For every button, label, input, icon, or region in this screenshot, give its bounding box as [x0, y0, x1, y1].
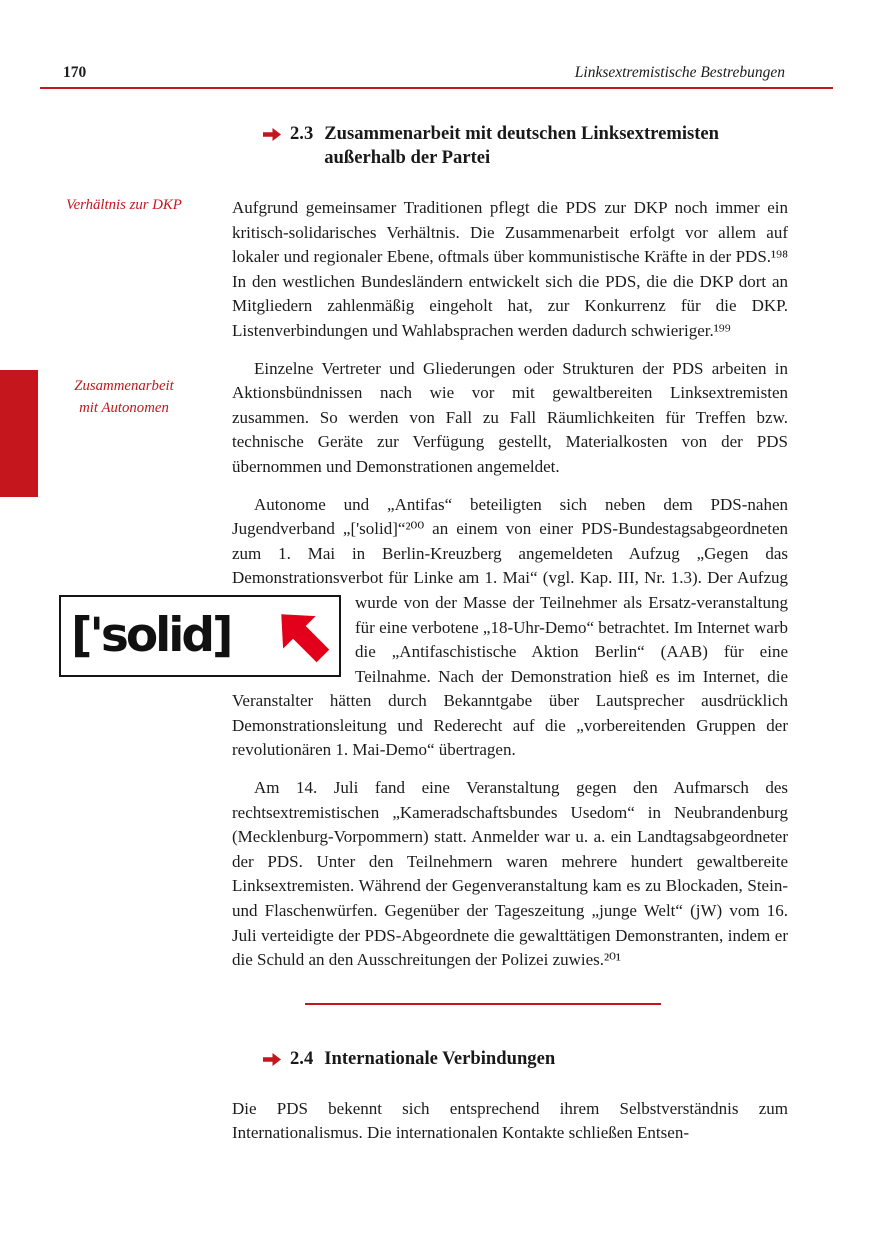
- paragraph-5: Die PDS bekennt sich entsprechend ihrem Selbstverständnis zum Internationalismus. Die internationalen Kontakte schließen Entsen-: [232, 1098, 788, 1143]
- section-arrow-icon: [263, 128, 281, 141]
- section-arrow-icon: [263, 1053, 281, 1066]
- section-title: Zusammenarbeit mit deutschen Linksextremisten außerhalb der Partei: [324, 123, 720, 168]
- margin-marker-bar: [0, 370, 38, 497]
- section-heading-2-3: [232, 122, 788, 170]
- margin-note-text: Verhältnis zur DKP: [66, 197, 182, 213]
- margin-note-zusammenarbeit-autonome: [36, 376, 212, 419]
- section-heading-2-4: [232, 1047, 788, 1071]
- page-number: 170: [63, 64, 87, 81]
- paragraph-3: [71, 493, 788, 764]
- solid-logo-text: ['solid]: [71, 608, 231, 664]
- solid-logo: [59, 595, 341, 677]
- margin-note-text-line2: mit Autonomen: [79, 399, 169, 416]
- paragraph-3-text-before-logo: Autonome und „Antifas“ beteiligten sich neben dem PDS-nahen Jugendverband „['solid]“²⁰⁰ an einem von einer PDS-Bundestagsabgeordneten zum 1. Mai in Berlin-Kreuzberg angemeldeten Aufzug „Gegen das Demonstrationsverbot für Linke am 1. Mai“ (vgl. Kap. III, Nr. 1.3). Der Aufzug wurde von der Masse der Teilnehmer als Ersatz-: [232, 494, 788, 612]
- running-header-title: Linksextremistische Bestrebungen: [574, 64, 785, 81]
- section-number: 2.4: [290, 1047, 314, 1069]
- separator-rule: [305, 1003, 661, 1005]
- section-title: Internationale Verbindungen: [324, 1047, 556, 1069]
- paragraph-1: Aufgrund gemeinsamer Traditionen pflegt die PDS zur DKP noch immer ein kritisch-solidarisches Verhältnis. Die Zusammenarbeit erfolgt vor allem auf lokaler und regionaler Ebene, oftmals über kommunistische Kräfte in der PDS.¹⁹⁸ In den westlichen Bundesländern entwickelt sich die PDS, die die DKP dort an Mitgliedern zahlenmäßig eingeholt hat, zur Konkurrenz für die DKP. Listenverbindungen und Wahlabsprachen werden dadurch schwieriger.¹⁹⁹: [232, 198, 788, 340]
- paragraph-4: Am 14. Juli fand eine Veranstaltung gegen den Aufmarsch des rechtsextremistischen „Kameradschaftsbundes Usedom“ in Neubrandenburg (Mecklenburg-Vorpommern) statt. Anmelder war u. a. ein Landtagsabgeordneter der PDS. Unter den Teilnehmern waren mehrere hundert gewaltbereite Linksextremisten. Während der Gegenveranstaltung kam es zu Blockaden, Stein- und Flaschenwürfen. Gegenüber der Tageszeitung „junge Welt“ (jW) vom 16. Juli verteidigte der PDS-Abgeordnete die gewalttätigen Demonstranten, indem er die Schuld an den Ausschreitungen der Polizei zuwies.²⁰¹: [232, 778, 788, 970]
- solid-logo-arrow-icon: [271, 604, 335, 668]
- paragraph-3-text-after-logo: veranstaltung für eine verbotene „18-Uhr-Demo“ betrachtet. Im Internet warb die „Antifaschistische Aktion Berlin“ (AAB) für eine Teilnahme. Nach der Demonstration hieß es im Internet, die Veranstalter hätten durch Bekanntgabe über Lautsprecher ausdrücklich Demonstrationsleitung und Rederecht auf die „vorbereitenden Gruppen der revolutionären 1. Mai-Demo“ übertragen.: [232, 592, 788, 760]
- margin-note-verhaeltnis-dkp: [36, 195, 212, 217]
- paragraph-2: Einzelne Vertreter und Gliederungen oder Strukturen der PDS arbeiten in Aktionsbündnissen nach wie vor mit gewaltbereiten Linksextremisten zusammen. So werden von Fall zu Fall Räumlichkeiten für Treffen bzw. technische Geräte zur Verfügung gestellt, Materialkosten von der PDS übernommen und Demonstrationen angemeldet.: [232, 358, 788, 476]
- margin-note-text-line1: Zusammenarbeit: [74, 378, 174, 394]
- section-number: 2.3: [290, 123, 314, 144]
